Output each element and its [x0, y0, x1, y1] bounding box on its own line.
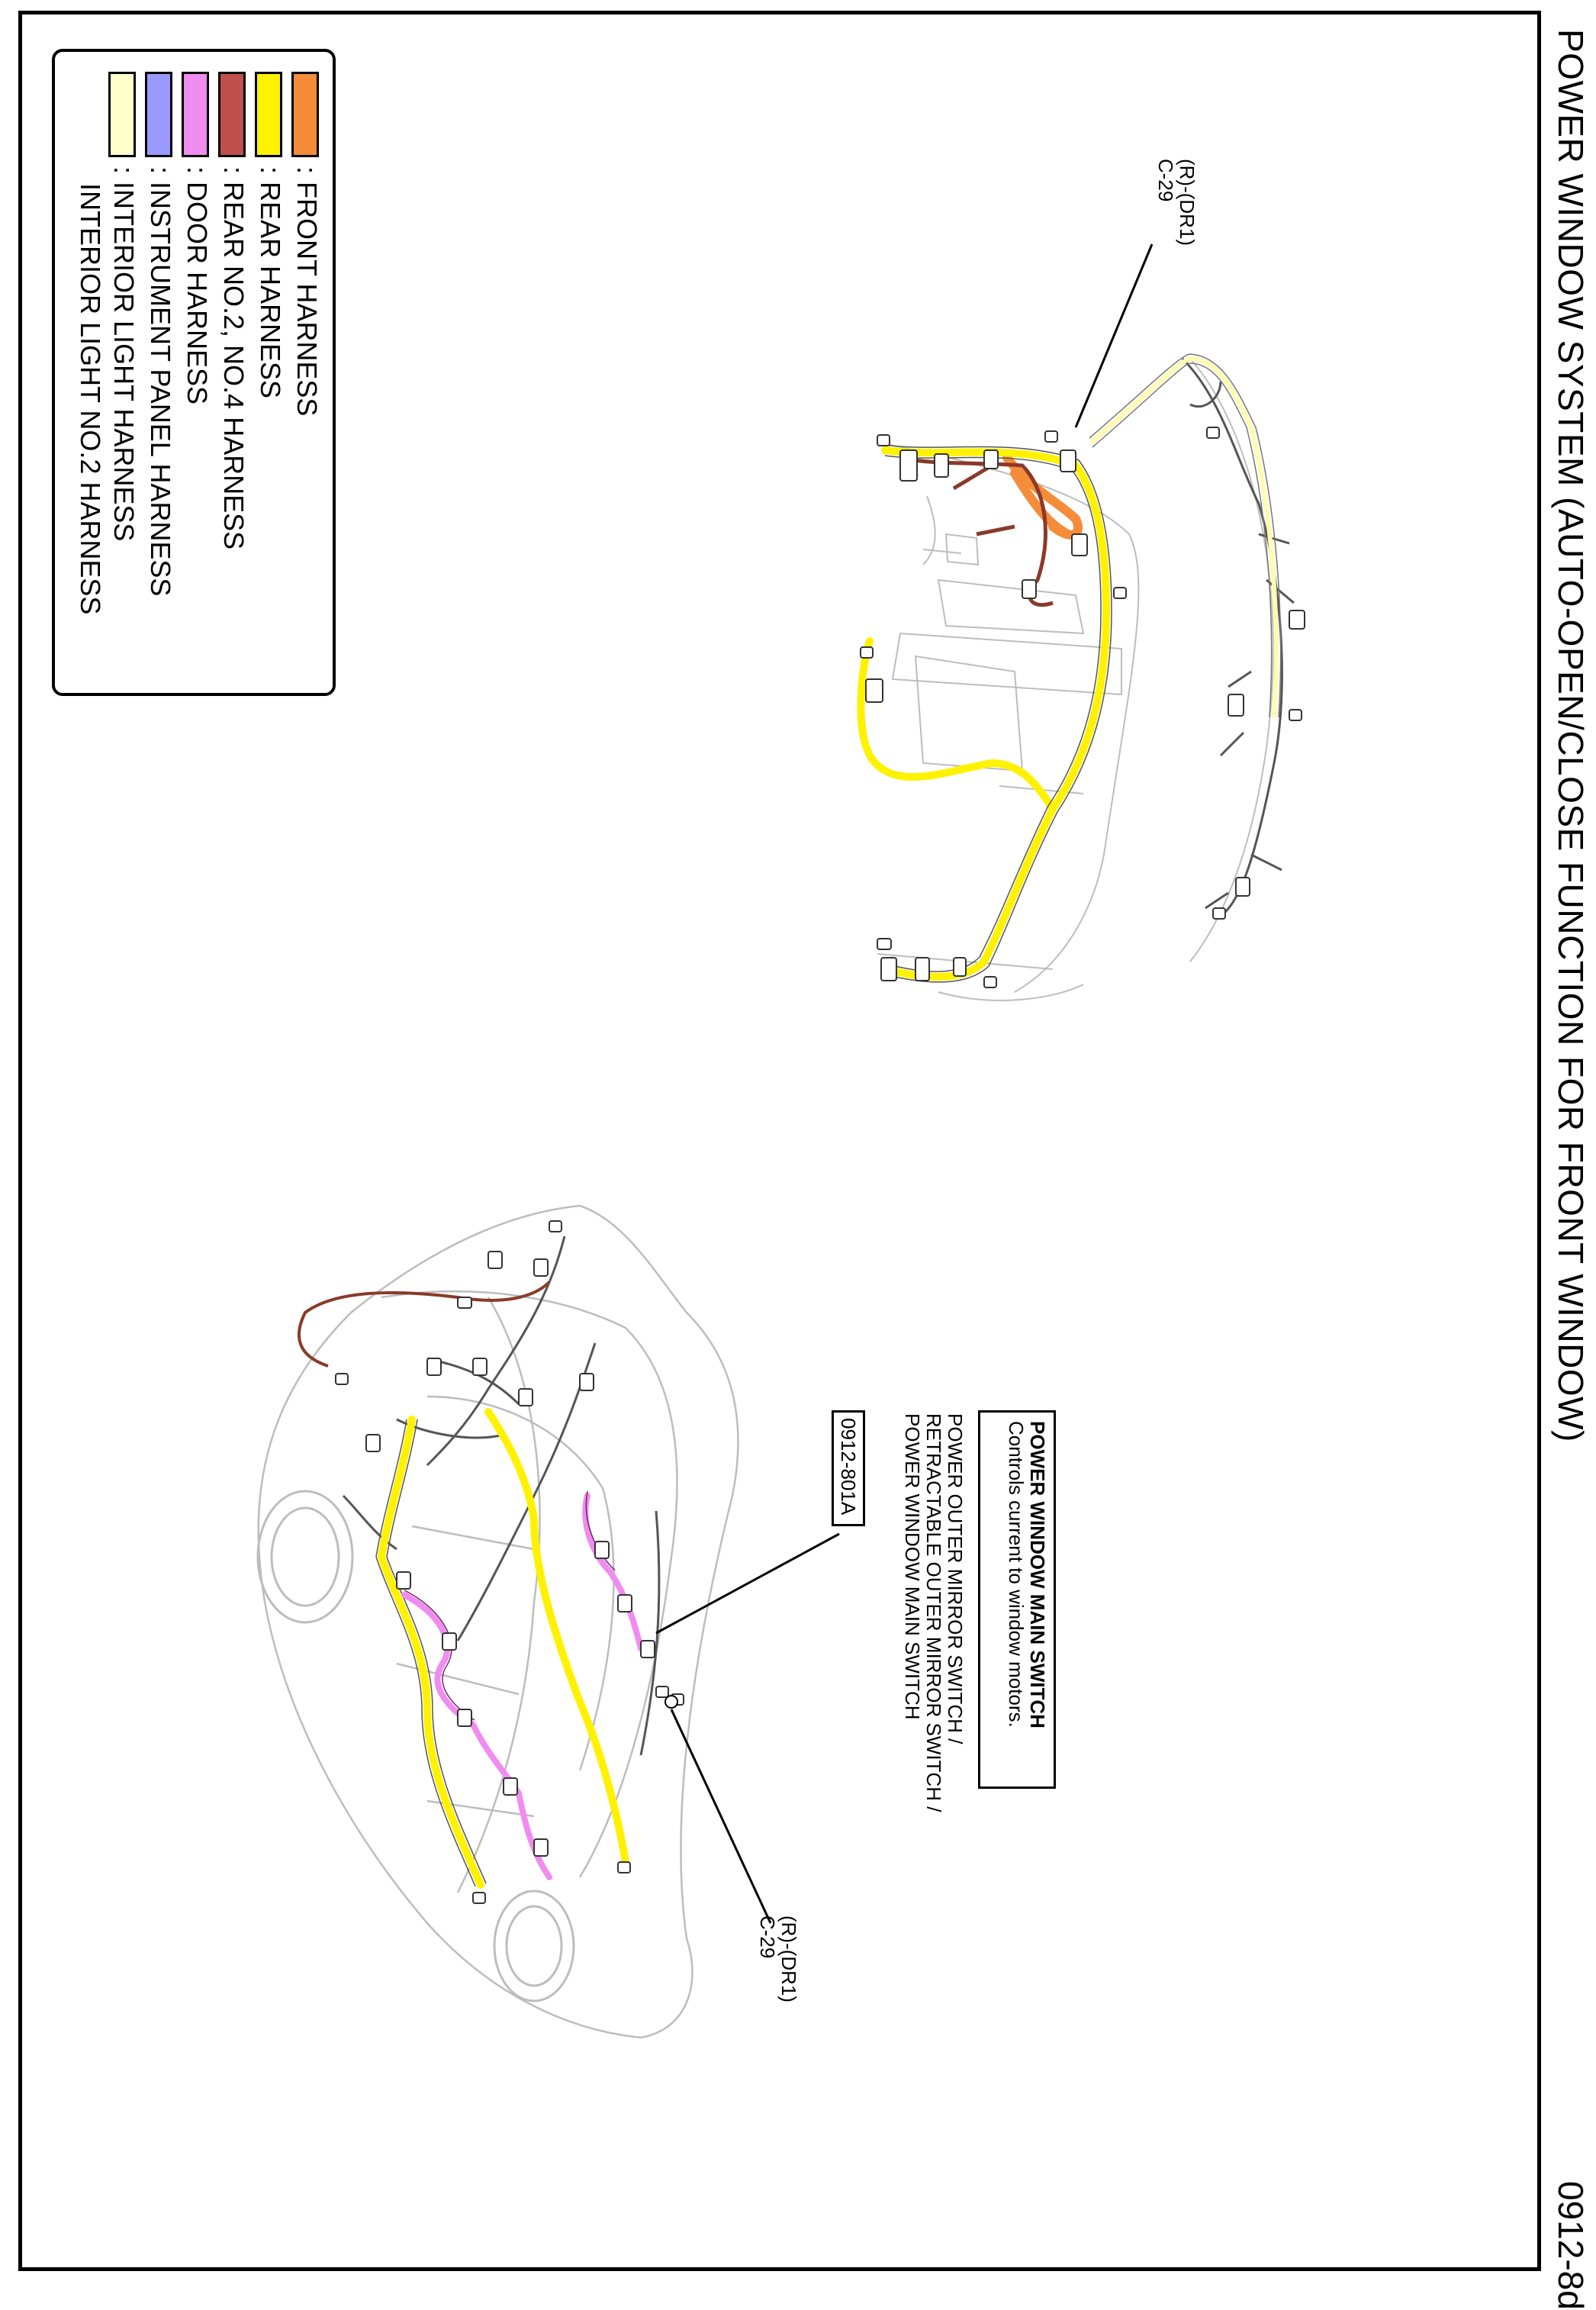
connector-bottom-line1: (R)-(DR1): [777, 1915, 800, 2003]
callout-main-switch: [1006, 1421, 1048, 1728]
connector-top-line2: C-29: [1154, 159, 1177, 202]
legend-label-rear-harness: : REAR HARNESS: [255, 166, 286, 399]
callout-component-list: [902, 1413, 966, 1812]
callout-code: 0912-801A: [837, 1418, 860, 1516]
legend-label-front-harness: : FRONT HARNESS: [291, 166, 323, 417]
page-number: 0912-8d: [1551, 2181, 1591, 2310]
upper-connectors: [861, 427, 1305, 987]
legend-label-door-harness: : DOOR HARNESS: [182, 166, 213, 405]
legend-label-interior-light-harness: : INTERIOR LIGHT HARNESS: [108, 166, 140, 542]
connector-bottom-line2: C-29: [756, 1915, 779, 1959]
leader-line-callout: [656, 1534, 839, 1633]
connector-label-bottom: [757, 1915, 800, 2002]
body-wiring-dark: [343, 1236, 659, 1755]
page-title: POWER WINDOW SYSTEM (AUTO-OPEN/CLOSE FUNCTION FOR FRONT WINDOW): [1551, 29, 1591, 1442]
legend-label-interior-light-no2-harness: INTERIOR LIGHT NO.2 HARNESS: [75, 183, 106, 615]
wheel-front: [258, 1491, 352, 1622]
callout-component-3: POWER WINDOW MAIN SWITCH: [901, 1413, 924, 1720]
callout-component-2: RETRACTABLE OUTER MIRROR SWITCH /: [922, 1413, 945, 1812]
interior-light-harness-outline: [1089, 354, 1281, 717]
connector-top-line1: (R)-(DR1): [1176, 159, 1199, 246]
callout-description: Controls current to window motors.: [1005, 1421, 1028, 1728]
wheel-rear: [494, 1891, 574, 2001]
legend-label-rear-no2-no4-harness: : REAR NO.2, NO.4 HARNESS: [218, 166, 249, 550]
rear-harness-upper: [861, 450, 1106, 977]
callout-heading: POWER WINDOW MAIN SWITCH: [1026, 1421, 1049, 1728]
leader-line-bottom: [671, 1709, 771, 1923]
lower-connectors: [336, 1221, 684, 1903]
connector-c29-marker: [665, 1696, 677, 1708]
legend-label-instrument-panel-harness: : INSTRUMENT PANEL HARNESS: [145, 166, 176, 597]
connector-label-top: [1155, 159, 1198, 246]
vehicle-body-outline: [259, 1206, 738, 2038]
callout-component-1: POWER OUTER MIRROR SWITCH /: [944, 1413, 967, 1745]
rear-harness-lower: [381, 1412, 626, 1885]
